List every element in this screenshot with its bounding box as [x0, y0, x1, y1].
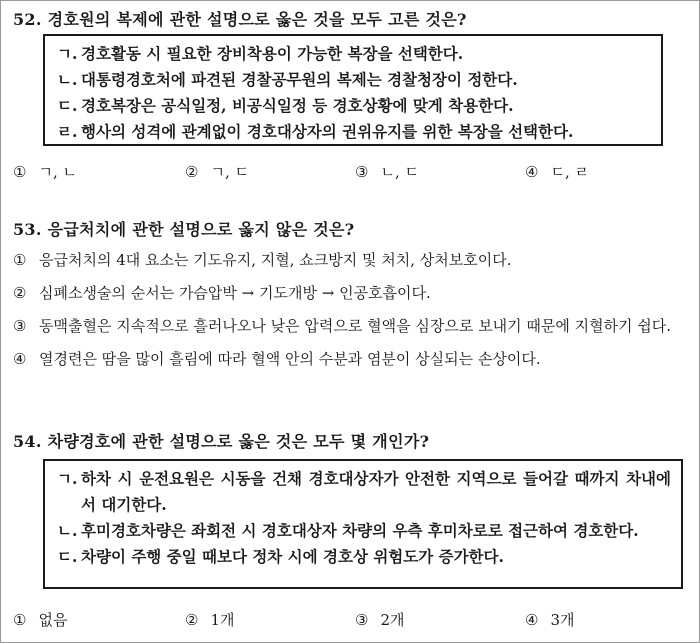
q53-option-3[interactable] — [13, 314, 683, 339]
statement-text: 차량이 주행 중일 때보다 정차 시에 경호상 위험도가 증가한다. — [81, 547, 504, 566]
q54-choice-1[interactable] — [13, 609, 67, 630]
q53-option-2[interactable] — [13, 281, 683, 306]
q53-option-1[interactable] — [13, 248, 683, 273]
statement-marker: ㄷ. — [57, 96, 78, 115]
choice-number: ② — [185, 611, 199, 629]
option-text: 동맥출혈은 지속적으로 흘러나오나 낮은 압력으로 혈액을 심장으로 보내기 때문에 지혈하기 쉽다. — [39, 317, 672, 335]
statement-text: 경호복장은 공식일정, 비공식일정 등 경호상황에 맞게 착용한다. — [81, 96, 514, 115]
q52-choice-3[interactable] — [355, 161, 419, 182]
statement-marker: ㄷ. — [57, 547, 78, 566]
option-number: ① — [13, 251, 27, 269]
choice-number: ① — [13, 611, 27, 629]
q54-choice-2[interactable] — [185, 609, 235, 630]
statement-marker: ㄴ. — [57, 521, 78, 540]
q54-choice-3[interactable] — [355, 609, 405, 630]
q53-options — [13, 248, 683, 380]
choice-text: 1개 — [210, 611, 235, 629]
choice-text: ㄴ, ㄷ — [380, 163, 419, 181]
q53-option-4[interactable] — [13, 347, 683, 372]
option-number: ② — [13, 284, 27, 302]
statement-text: 행사의 성격에 관계없이 경호대상자의 권위유지를 위한 복장을 선택한다. — [81, 122, 574, 141]
q52-title: 52. 경호원의 복제에 관한 설명으로 옳은 것을 모두 고른 것은? — [13, 10, 467, 29]
statement-marker: ㄴ. — [57, 70, 78, 89]
q53-title: 53. 응급처치에 관한 설명으로 옳지 않은 것은? — [13, 220, 355, 239]
statement-text: 후미경호차량은 좌회전 시 경호대상자 차량의 우측 후미차로로 접근하여 경호한다. — [81, 521, 639, 540]
option-number: ④ — [13, 350, 27, 368]
option-text: 응급처치의 4대 요소는 기도유지, 지혈, 쇼크방지 및 처치, 상처보호이다. — [39, 251, 512, 269]
q52-choice-1[interactable] — [13, 161, 77, 182]
q52-statement — [57, 67, 651, 93]
q54-statement-box — [43, 459, 683, 589]
q54-statement — [57, 466, 671, 518]
q54-choice-4[interactable] — [525, 609, 575, 630]
choice-number: ① — [13, 163, 27, 181]
choice-number: ② — [185, 163, 199, 181]
choice-text: ㄱ, ㄴ — [38, 163, 77, 181]
q54-title: 54. 차량경호에 관한 설명으로 옳은 것은 모두 몇 개인가? — [13, 432, 430, 451]
choice-number: ③ — [355, 611, 369, 629]
statement-marker: ㄱ. — [57, 44, 78, 63]
q52-statement — [57, 119, 651, 145]
statement-marker: ㄱ. — [57, 469, 78, 488]
statement-text: 대통령경호처에 파견된 경찰공무원의 복제는 경찰청장이 정한다. — [81, 70, 518, 89]
q52-choice-4[interactable] — [525, 161, 589, 182]
choice-text: 3개 — [550, 611, 575, 629]
q52-statement — [57, 41, 651, 67]
statement-text: 하차 시 운전요원은 시동을 건채 경호대상자가 안전한 지역으로 들어갈 때까지 차내에서 대기한다. — [81, 469, 671, 514]
choice-number: ④ — [525, 611, 539, 629]
option-text: 열경련은 땀을 많이 흘림에 따라 혈액 안의 수분과 염분이 상실되는 손상이다. — [39, 350, 541, 368]
q54-statement — [57, 544, 671, 570]
statement-text: 경호활동 시 필요한 장비착용이 가능한 복장을 선택한다. — [81, 44, 464, 63]
choice-number: ③ — [355, 163, 369, 181]
choice-text: ㄱ, ㄷ — [210, 163, 249, 181]
choice-number: ④ — [525, 163, 539, 181]
q52-statement — [57, 93, 651, 119]
choice-text: 없음 — [38, 611, 68, 629]
choice-text: ㄷ, ㄹ — [550, 163, 589, 181]
q54-statement — [57, 518, 671, 544]
option-number: ③ — [13, 317, 27, 335]
choice-text: 2개 — [380, 611, 405, 629]
q52-statement-box — [43, 34, 663, 146]
option-text: 심폐소생술의 순서는 가슴압박 → 기도개방 → 인공호흡이다. — [39, 284, 431, 302]
q52-choice-2[interactable] — [185, 161, 249, 182]
statement-marker: ㄹ. — [57, 122, 78, 141]
